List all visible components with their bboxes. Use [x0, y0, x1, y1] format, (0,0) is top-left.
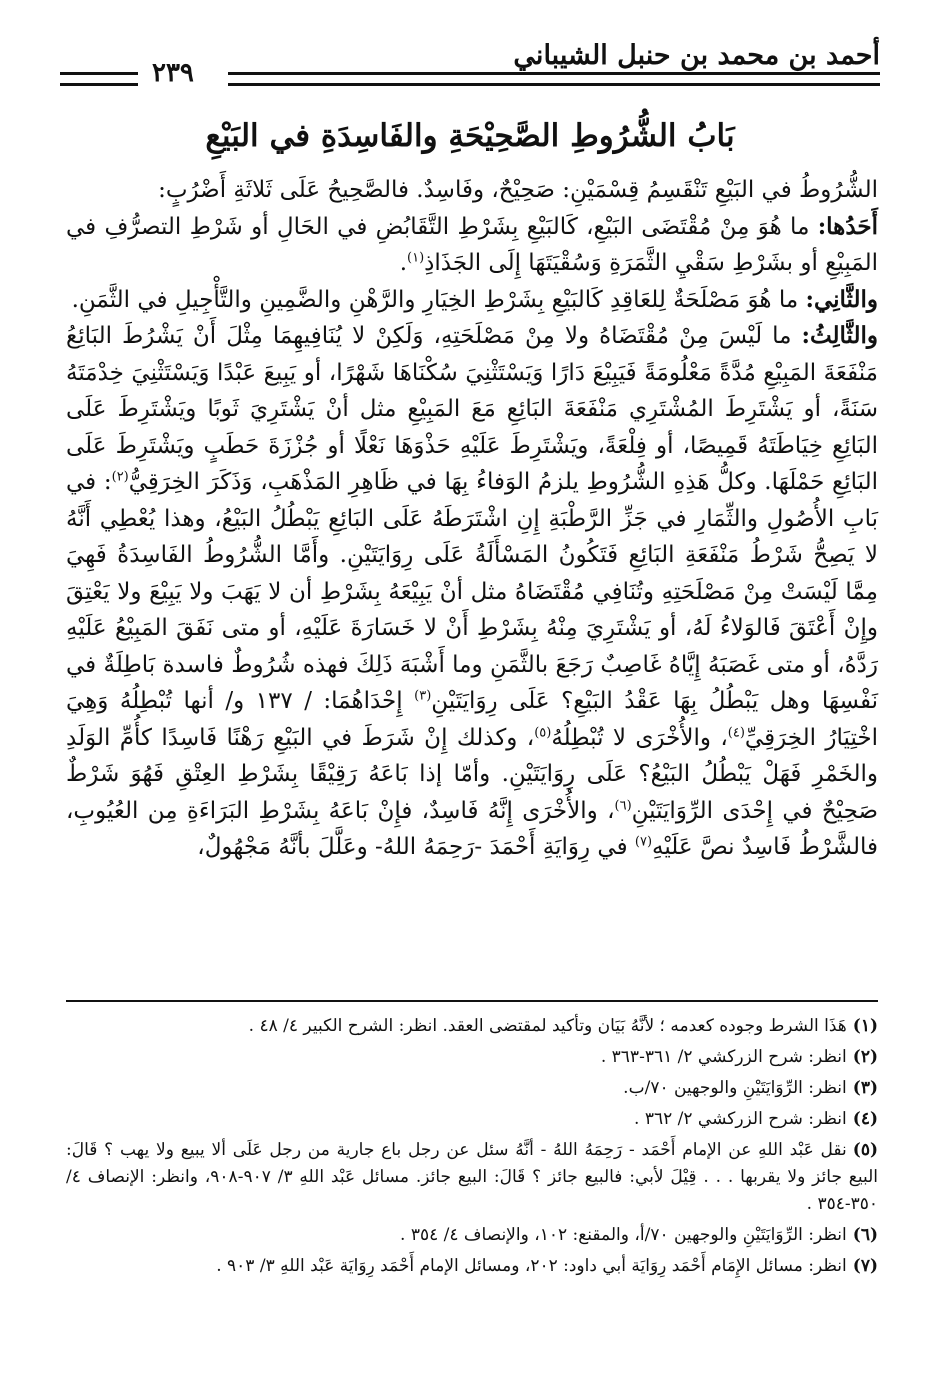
paragraph-second: [66, 282, 878, 319]
paragraph-third-text-a: ما لَيْسَ مِنْ مُقْتَضَاهُ ولا مِنْ مَصْلَحَتِهِ، وَلَكِنْ لا يُنَافِيهِمَا مِثْلَ أَنْ يَشْرُطَ البَائِعُ مَنْفَعَةَ المَبِيْعِ مُدَّةً مَعْلُومَةً فَيَبِيْعَ دَارًا وَيَسْتَثْنِيَ سُكْنَاهَا شَهْرًا، أو يَبِيعَ عَبْدًا وَيَسْتَثْنِيَ خِدْمَتَهُ سَنَةً، أو يَشْتَرِطَ المُشْتَرِي مَنْفَعَةَ البَائِعِ مَعَ المَبِيْعِ مثل أنْ يَشْتَرِيَ ثَوبًا ويَشْتَرِطَ عَلَى البَائِعِ خِيَاطَتَهُ قَمِيصًا، أو فِلْعَةً، ويَشْتَرِطَ عَلَيْهِ حَذْوَهَا نَعْلًا أو جُزْزَةَ حَطَبٍ ويَشْتَرِطَ عَلَى البَائِعِ حَمْلَهَا. وكلُّ هَذِهِ الشُّرُوطِ يلزمُ الوَفاءُ بِهَا في ظَاهِرِ المَذْهَبِ، وَذَكَرَ الخِرَقِيُّ: [66, 323, 879, 495]
footnote-4: [66, 1106, 878, 1133]
header-rule-long: [228, 72, 880, 86]
footnote-ref-2: (٢): [111, 469, 129, 485]
paragraph-first-lead: أَحَدُها:: [817, 212, 878, 240]
paragraph-second-text: ما هُوَ مَصْلَحَةٌ لِلعَاقِدِ كَالبَيْعِ بِشَرْطِ الخِيَارِ والرَّهْنِ والضَّمِينِ والتَّأْجِيلِ في الثَّمَنِ.: [71, 286, 806, 313]
footnote-1: [66, 1013, 878, 1040]
paragraph-third-text-d: ، والأُخْرَى لا تُبْطِلُهُ: [551, 724, 728, 751]
paragraph-third-lead: والثَّالِثُ:: [801, 322, 878, 349]
paragraph-first: [66, 209, 878, 282]
footnote-ref-6: (٦): [614, 797, 632, 813]
footnotes: [66, 1013, 878, 1284]
paragraph-third-text-f: ، والأُخْرَى إِنَّهُ فَاسِدٌ، فإِنْ بَاعَهُ بِشَرْطِ البَرَاءَةِ مِن العُيُوبِ، فالشَّرْطُ فَاسِدٌ نصَّ عَلَيْهِ: [66, 797, 878, 860]
paragraph-intro: [66, 172, 878, 209]
running-header: [60, 40, 880, 92]
footnote-number: (١): [852, 1016, 878, 1036]
paragraph-first-end: .: [399, 250, 407, 276]
footnote-ref-3: (٣): [414, 688, 432, 704]
footnote-text: انظر: الرِّوَايَتَيْنِ والوجهين ٧٠/أ، والمقنع: ١٠٢، والإنصاف ٤/ ٣٥٤ .: [400, 1225, 847, 1245]
footnote-7: [66, 1253, 878, 1280]
paragraph-third-text-c: إِحْدَاهُمَا: / ١٣٧ و/ أنها تُبْطِلُهُ وَهِيَ اخْتِيَارُ الخِرَقِيِّ: [66, 688, 879, 751]
header-rule-short: [60, 72, 138, 86]
footnote-text: نقل عَبْد اللهِ عن الإمام أَحْمَد - رَحِمَهُ اللهُ - أنَّهُ سئل عن رجل باع جارية من رجل عَلَى ألا يبيع ولا يهب ؟ قَالَ: البيع جائز ولا يقربها . . . قِيْلَ لأبي: فالبيع جائز ؟ قَالَ: البيع جائز. مسائل عَبْد اللهِ ٣/ ٩٠٧-٩٠٨، وانظر: الإنصاف ٤/ ٣٥٠-٣٥٤ .: [66, 1140, 879, 1214]
footnote-text: انظر: الرِّوَايَتَيْنِ والوجهين ٧٠/ب.: [623, 1078, 847, 1098]
paragraph-first-text: ما هُوَ مِنْ مُقْتَضَى البَيْعِ، كَالبَيْعِ بِشَرْطِ التَّقَابُضِ في الحَالِ أو شَرْطِ التصرُّفِ في المَبِيْعِ أو بشَرْطِ سَقْيِ الثَّمَرَةِ وَسُقْيَتَهَا إِلَى الجَذَاذِ: [66, 213, 878, 276]
main-text: [66, 172, 878, 866]
footnote-ref-4: (٤): [727, 724, 745, 740]
footnote-text: انظر: مسائل الإِمَام أَحْمَد رِوَايَة أبي داود: ٢٠٢، ومسائل الإمام أَحْمَد رِوَايَة عَبْد اللهِ ٣/ ٩٠٣ .: [216, 1256, 847, 1276]
footnote-text: انظر: شرح الزركشي ٢/ ٣٦١-٣٦٣ .: [600, 1047, 847, 1067]
footnote-number: (٥): [852, 1140, 878, 1160]
running-title: أحمد بن محمد بن حنبل الشيباني: [513, 40, 880, 71]
footnote-ref-1: (١): [407, 250, 425, 266]
paragraph-intro-text: الشُّرُوطُ في البَيْعِ تَنْقَسِمُ قِسْمَيْنِ: صَحِيْحٌ، وفَاسِدٌ. فالصَّحِيحُ عَلَى ثَلاثَةِ أَضْرُبٍ:: [158, 177, 878, 203]
paragraph-second-lead: والثَّانِي:: [805, 285, 878, 313]
page-number: ٢٣٩: [144, 58, 202, 88]
paragraph-third-text-g: في رِوَايَةِ أَحْمَدَ -رَحِمَهُ اللهُ- وعَلَّلَ بأنَّهُ مَجْهُولٌ،: [197, 834, 635, 860]
footnote-text: هَذَا الشرط وجوده كعدمه ؛ لأنَّهُ بَيَان وتأكيد لمقتضى العقد. انظر: الشرح الكبير ٤/ ٤٨ .: [248, 1016, 847, 1036]
paragraph-third: [66, 318, 878, 866]
footnote-number: (٣): [852, 1078, 878, 1098]
paragraph-third-text-b: : في بَابِ الأُصُولِ والثِّمَارِ في جَزِّ الرَّطْبَةِ إِنِ اشْتَرَطَهُ عَلَى البَائِعِ يَبْطُلُ البَيْعُ، وهذا يُعْطِي أَنَّهُ لا يَصِحُّ شَرْطُ مَنْفَعَةِ البَائِعِ فَتَكُونُ المَسْأَلَةُ عَلَى رِوَايَتَيْنِ. وأَمَّا الشُّرُوطُ الفَاسِدَةُ فَهِيَ مِمَّا لَيْسَتْ مِنْ مَصْلَحَتِهِ وتُنَافِي مُقْتَضَاهُ مثل أنْ يَبِيْعَهُ بِشَرْطِ أن لا يَهَبَ ولا يَبِيْعَ ولا يَعْتِقَ وإِنْ أَعْتَقَ فَالوَلاءُ لَهُ، أو يَشْتَرِيَ مِنْهُ بِشَرْطِ أَنْ لا خَسَارَةَ عَلَيْهِ، أو متى نَفَقَ المَبِيْعُ عَلَيْهِ رَدَّهُ، أو متى غَصَبَهُ إِيَّاهُ غَاصِبٌ رَجَعَ بالثَّمَنِ وما أَشْبَهَ ذَلِكَ فهذه شُرُوطٌ فاسدة بَاطِلَةٌ في نَفْسِهَا وهل يَبْطُلُ بِهَا عَقْدُ البَيْعِ؟ عَلَى رِوَايَتَيْنِ: [66, 469, 879, 714]
footnote-6: [66, 1222, 878, 1249]
chapter-title: بَابُ الشُّرُوطِ الصَّحِيْحَةِ والفَاسِدَةِ في البَيْعِ: [205, 118, 735, 154]
footnote-5: [66, 1137, 878, 1218]
footnote-2: [66, 1044, 878, 1071]
footnote-number: (٧): [852, 1256, 878, 1276]
footnote-ref-7: (٧): [634, 834, 653, 850]
footnote-separator: [66, 1000, 878, 1002]
footnote-number: (٦): [852, 1225, 878, 1245]
footnote-number: (٤): [852, 1109, 878, 1129]
footnote-number: (٢): [852, 1047, 878, 1067]
footnote-3: [66, 1075, 878, 1102]
footnote-text: انظر: شرح الزركشي ٢/ ٣٦٢ .: [634, 1109, 847, 1129]
footnote-ref-5: (٥): [534, 724, 552, 740]
paragraph-third-text-e: ، وكذلك إِنْ شَرَطَ في البَيْعِ رَهْنًا فَاسِدًا كأُمِّ الوَلَدِ والخَمْرِ فَهَلْ يَبْطُلُ البَيْعُ؟ عَلَى رِوَايَتَيْنِ. وأمّا إذا بَاعَهُ رَقِيْقًا بِشَرْطِ العِتْقِ فَهُوَ شَرْطٌ صَحِيْحٌ في إِحْدَى الرِّوَايَتَيْنِ: [66, 724, 878, 824]
